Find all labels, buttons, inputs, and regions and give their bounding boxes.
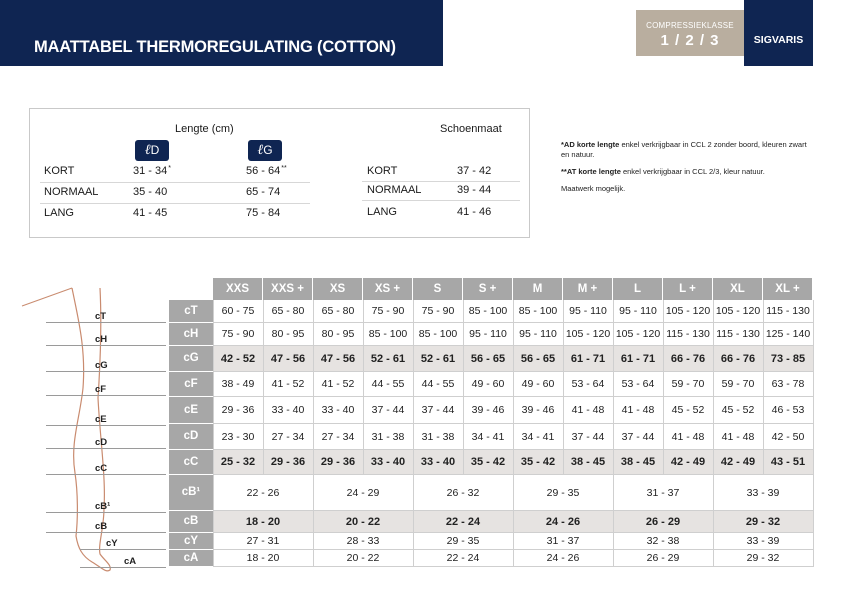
size-cell-merged: 27 - 31 [246, 535, 280, 547]
length-d-sub: D [150, 143, 160, 157]
size-cell: 85 - 100 [368, 328, 408, 340]
size-cell: 63 - 78 [771, 378, 805, 390]
note-text: enkel verkrijgbaar in CCL 2 zonder boord, kleuren zwart en natuur. [561, 140, 807, 159]
note-line [561, 184, 816, 194]
size-cell: 35 - 42 [470, 456, 506, 468]
size-cell: 27 - 34 [321, 431, 355, 443]
size-cell: 60 - 75 [221, 305, 255, 317]
size-cell-merged: 31 - 37 [546, 535, 580, 547]
size-cell-merged: 29 - 35 [546, 487, 580, 499]
leg-guide-line [46, 532, 166, 533]
size-cell: 95 - 110 [519, 328, 557, 340]
leg-label: cH [95, 334, 108, 345]
size-cell: 66 - 76 [720, 353, 756, 365]
note-term: **AT korte lengte [561, 167, 621, 176]
size-cell: 29 - 36 [320, 456, 356, 468]
leg-outline [20, 278, 170, 578]
length-g-value: 65 - 74 [246, 186, 281, 198]
col-divider [213, 300, 214, 567]
leg-label: cF [95, 384, 107, 395]
size-cell-merged: 26 - 29 [645, 516, 681, 528]
size-cell-merged: 20 - 22 [345, 516, 381, 528]
size-cell: 105 - 120 [665, 305, 711, 317]
length-d-badge [135, 140, 169, 161]
size-cell: 53 - 64 [621, 378, 655, 390]
leg-guide-line [46, 474, 166, 475]
brand-logo: SIGVARIS [744, 0, 813, 66]
length-g-badge [248, 140, 282, 161]
size-cell: 29 - 36 [221, 404, 255, 416]
size-header: XL + [763, 278, 812, 300]
row-divider [362, 200, 520, 201]
size-cell: 105 - 120 [615, 328, 661, 340]
size-header: XS [313, 278, 362, 300]
size-cell: 56 - 65 [470, 353, 506, 365]
row-label: cE [169, 397, 213, 423]
size-cell: 95 - 110 [469, 328, 507, 340]
header-banner [0, 0, 443, 66]
notes [561, 140, 816, 201]
leg-diagram [20, 278, 170, 583]
size-header: XS + [363, 278, 412, 300]
leg-label: cE [95, 414, 107, 425]
leg-label: cT [95, 311, 107, 322]
size-cell: 41 - 48 [721, 431, 755, 443]
size-cell: 80 - 95 [321, 328, 355, 340]
leg-label: cB¹ [95, 501, 111, 512]
size-cell: 95 - 110 [569, 305, 607, 317]
size-cell-merged: 18 - 20 [246, 552, 280, 564]
shoe-row-value: 39 - 44 [457, 184, 492, 196]
shoe-row-value: 37 - 42 [457, 165, 492, 177]
col-divider [313, 300, 314, 567]
size-header: XXS [213, 278, 262, 300]
size-cell: 66 - 76 [670, 353, 706, 365]
col-divider [513, 300, 514, 567]
size-cell: 33 - 40 [271, 404, 305, 416]
size-cell-merged: 26 - 29 [646, 552, 680, 564]
leg-label: cD [95, 437, 108, 448]
col-divider [663, 300, 664, 475]
length-d-value: 31 - 34* [133, 165, 171, 177]
size-cell: 38 - 45 [620, 456, 656, 468]
size-cell-merged: 29 - 32 [745, 516, 781, 528]
length-d-value: 41 - 45 [133, 207, 168, 219]
size-cell-merged: 24 - 26 [545, 516, 581, 528]
size-cell: 37 - 44 [571, 431, 605, 443]
row-label: cB¹ [169, 475, 213, 510]
col-divider [613, 300, 614, 567]
length-g-sub: G [263, 143, 273, 157]
leg-guide-line [46, 322, 166, 323]
note-text: Maatwerk mogelijk. [561, 184, 626, 193]
size-cell: 41 - 48 [671, 431, 705, 443]
size-cell: 33 - 40 [321, 404, 355, 416]
row-divider [362, 181, 520, 182]
size-cell: 38 - 45 [570, 456, 606, 468]
size-cell: 85 - 100 [518, 305, 558, 317]
size-cell: 65 - 80 [271, 305, 305, 317]
size-cell: 31 - 38 [421, 431, 455, 443]
size-cell: 52 - 61 [420, 353, 456, 365]
col-divider [263, 300, 264, 475]
shoe-row-value: 41 - 46 [457, 206, 492, 218]
size-header: L [613, 278, 662, 300]
row-label: cA [169, 550, 213, 566]
size-cell-merged: 22 - 26 [246, 487, 280, 499]
length-title: Lengte (cm) [175, 123, 234, 135]
size-cell: 52 - 61 [370, 353, 406, 365]
size-cell-merged: 29 - 32 [746, 552, 780, 564]
compression-class-value: 1 / 2 / 3 [660, 32, 720, 49]
size-cell: 61 - 71 [620, 353, 656, 365]
length-row-label: NORMAAL [44, 186, 99, 198]
leg-guide-line [80, 549, 166, 550]
size-cell: 75 - 90 [371, 305, 405, 317]
size-cell-merged: 22 - 24 [445, 516, 481, 528]
size-cell: 44 - 55 [371, 378, 405, 390]
size-cell: 42 - 49 [720, 456, 756, 468]
size-cell-merged: 33 - 39 [746, 535, 780, 547]
size-cell: 41 - 52 [321, 378, 355, 390]
size-cell: 44 - 55 [421, 378, 455, 390]
size-cell-merged: 22 - 24 [446, 552, 480, 564]
length-d-value: 35 - 40 [133, 186, 168, 198]
note-term: *AD korte lengte [561, 140, 620, 149]
page-title: MAATTABEL THERMOREGULATING (COTTON) [34, 38, 396, 56]
length-g-value: 75 - 84 [246, 207, 281, 219]
size-cell: 95 - 110 [619, 305, 657, 317]
size-cell: 47 - 56 [270, 353, 306, 365]
size-header: M [513, 278, 562, 300]
row-label: cY [169, 533, 213, 549]
size-cell-merged: 32 - 38 [646, 535, 680, 547]
footnote-mark: ** [281, 165, 287, 172]
row-label: cH [169, 323, 213, 345]
size-cell: 49 - 60 [471, 378, 505, 390]
size-cell-merged: 26 - 32 [446, 487, 480, 499]
size-cell-merged: 29 - 35 [446, 535, 480, 547]
size-cell: 41 - 52 [271, 378, 305, 390]
size-cell: 125 - 140 [765, 328, 811, 340]
size-cell-merged: 18 - 20 [245, 516, 281, 528]
leg-guide-line [46, 371, 166, 372]
size-header: S + [463, 278, 512, 300]
row-label: cT [169, 300, 213, 322]
leg-guide-line [46, 345, 166, 346]
size-cell: 115 - 130 [716, 328, 760, 340]
size-cell-merged: 31 - 37 [646, 487, 680, 499]
length-row-label: LANG [44, 207, 74, 219]
size-cell: 41 - 48 [571, 404, 605, 416]
size-cell: 85 - 100 [468, 305, 508, 317]
length-d-letter: ℓ [144, 142, 151, 158]
size-cell: 45 - 52 [721, 404, 755, 416]
size-cell: 105 - 120 [565, 328, 611, 340]
col-divider [463, 300, 464, 475]
size-cell: 85 - 100 [418, 328, 458, 340]
size-cell: 33 - 40 [420, 456, 456, 468]
size-cell: 38 - 49 [221, 378, 255, 390]
size-header: XL [713, 278, 762, 300]
size-cell: 45 - 52 [671, 404, 705, 416]
size-cell: 105 - 120 [715, 305, 761, 317]
size-cell: 43 - 51 [770, 456, 806, 468]
size-cell-merged: 20 - 22 [346, 552, 380, 564]
col-divider [713, 300, 714, 567]
size-header: XXS + [263, 278, 312, 300]
leg-label: cG [95, 360, 108, 371]
length-row-label: KORT [44, 165, 75, 177]
size-cell: 53 - 64 [571, 378, 605, 390]
size-cell: 34 - 41 [471, 431, 505, 443]
col-divider [813, 300, 814, 567]
leg-label: cA [124, 556, 137, 567]
row-label: cF [169, 372, 213, 396]
size-cell: 25 - 32 [220, 456, 256, 468]
size-cell: 59 - 70 [721, 378, 755, 390]
size-cell: 31 - 38 [371, 431, 405, 443]
size-cell: 75 - 90 [421, 305, 455, 317]
size-header: L + [663, 278, 712, 300]
compression-class-label: COMPRESSIEKLASSE [646, 21, 734, 30]
leg-guide-line [46, 448, 166, 449]
size-cell: 115 - 130 [666, 328, 710, 340]
length-g-letter: ℓ [257, 142, 264, 158]
size-cell: 73 - 85 [770, 353, 806, 365]
size-cell-merged: 33 - 39 [746, 487, 780, 499]
size-cell: 42 - 49 [670, 456, 706, 468]
size-cell: 39 - 46 [471, 404, 505, 416]
note-line [561, 167, 816, 177]
size-cell: 33 - 40 [370, 456, 406, 468]
footnote-mark: * [168, 165, 171, 172]
size-cell: 39 - 46 [521, 404, 555, 416]
size-cell: 35 - 42 [520, 456, 556, 468]
col-divider [563, 300, 564, 475]
shoe-row-label: LANG [367, 206, 397, 218]
size-cell: 23 - 30 [221, 431, 255, 443]
size-header: M + [563, 278, 612, 300]
size-header: S [413, 278, 462, 300]
shoe-size-title: Schoenmaat [440, 123, 502, 135]
size-cell: 41 - 48 [621, 404, 655, 416]
size-cell: 34 - 41 [521, 431, 555, 443]
size-cell: 42 - 50 [771, 431, 805, 443]
size-cell: 37 - 44 [621, 431, 655, 443]
size-cell-merged: 24 - 29 [346, 487, 380, 499]
note-text: enkel verkrijgbaar in CCL 2/3, kleur natuur. [620, 167, 765, 176]
row-divider [40, 182, 310, 183]
col-divider [413, 300, 414, 567]
row-divider [40, 203, 310, 204]
length-g-value: 56 - 64** [246, 165, 287, 177]
row-label: cB [169, 511, 213, 532]
leg-guide-line [46, 512, 166, 513]
size-cell: 29 - 36 [270, 456, 306, 468]
leg-label: cC [95, 463, 108, 474]
col-divider [763, 300, 764, 475]
size-cell: 59 - 70 [671, 378, 705, 390]
size-cell: 61 - 71 [570, 353, 606, 365]
col-divider [363, 300, 364, 475]
size-cell: 115 - 130 [766, 305, 810, 317]
leg-guide-line [46, 395, 166, 396]
size-cell: 37 - 44 [371, 404, 405, 416]
size-cell: 47 - 56 [320, 353, 356, 365]
size-cell: 75 - 90 [221, 328, 255, 340]
note-line [561, 140, 816, 160]
leg-guide-line [46, 425, 166, 426]
size-cell: 46 - 53 [771, 404, 805, 416]
shoe-row-label: NORMAAL [367, 184, 422, 196]
row-label: cD [169, 424, 213, 449]
leg-guide-line [80, 567, 166, 568]
size-cell: 42 - 52 [220, 353, 256, 365]
shoe-row-label: KORT [367, 165, 398, 177]
size-cell: 65 - 80 [321, 305, 355, 317]
size-cell: 27 - 34 [271, 431, 305, 443]
size-cell: 49 - 60 [521, 378, 555, 390]
size-cell: 80 - 95 [271, 328, 305, 340]
size-cell-merged: 24 - 26 [546, 552, 580, 564]
size-cell-merged: 28 - 33 [346, 535, 380, 547]
compression-class-badge [636, 10, 744, 56]
length-box [29, 108, 530, 238]
row-label: cC [169, 450, 213, 474]
leg-label: cY [106, 538, 118, 549]
row-label: cG [169, 346, 213, 371]
size-cell: 37 - 44 [421, 404, 455, 416]
leg-label: cB [95, 521, 108, 532]
size-cell: 56 - 65 [520, 353, 556, 365]
